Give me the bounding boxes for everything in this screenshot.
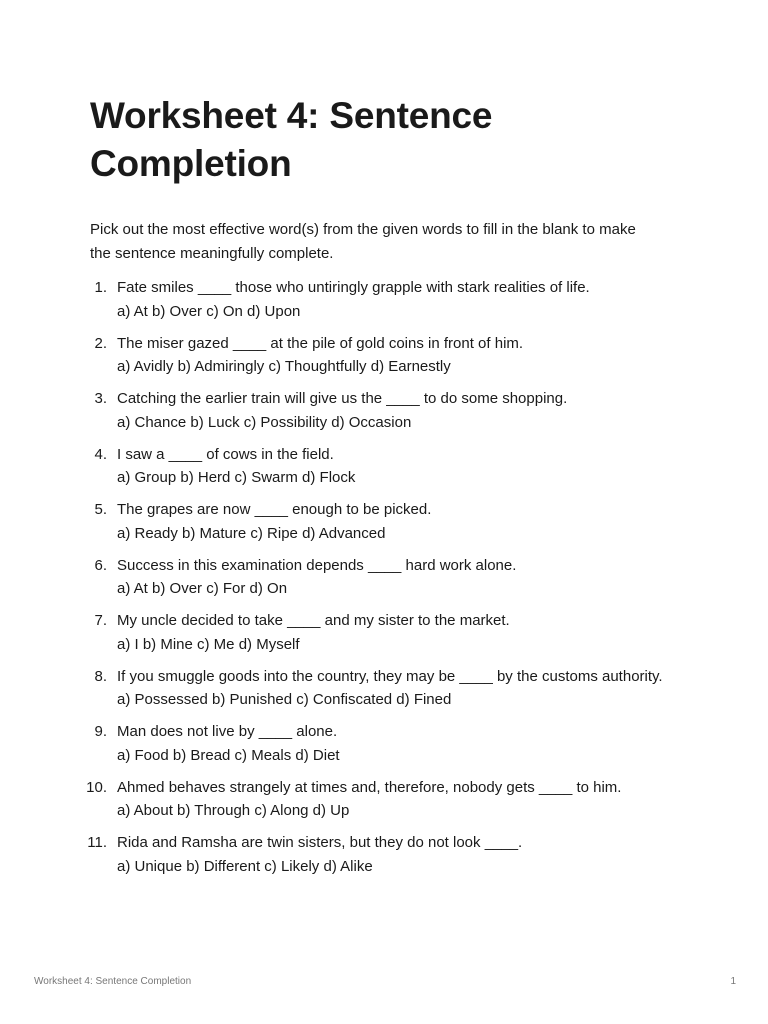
question-number: 2. bbox=[94, 334, 107, 352]
question-text: The grapes are now ____ enough to be picked. bbox=[117, 501, 432, 518]
footer-title: Worksheet 4: Sentence Completion bbox=[34, 976, 192, 987]
question-text: Rida and Ramsha are twin sisters, but they do not look ____. bbox=[117, 834, 523, 851]
question-body bbox=[117, 831, 690, 878]
question-body bbox=[117, 387, 690, 434]
question-options: a) At b) Over c) On d) Upon bbox=[117, 302, 301, 320]
question-text: Catching the earlier train will give us the ____ to do some shopping. bbox=[117, 390, 568, 407]
question-body bbox=[117, 276, 690, 323]
question-text: Success in this examination depends ____ hard work alone. bbox=[117, 556, 517, 574]
question-options: a) Unique b) Different c) Likely d) Alike bbox=[117, 857, 373, 875]
footer-page-number: 1 bbox=[730, 976, 736, 987]
question-number: 3. bbox=[94, 390, 107, 407]
question-number: 9. bbox=[94, 723, 107, 740]
question-options: a) Avidly b) Admiringly c) Thoughtfully d) Earnestly bbox=[117, 358, 451, 375]
question-number: 8. bbox=[94, 667, 107, 685]
question-options: a) About b) Through c) Along d) Up bbox=[117, 802, 350, 819]
question-body bbox=[117, 554, 690, 601]
question-body bbox=[117, 776, 690, 823]
question-options: a) Ready b) Mature c) Ripe d) Advanced bbox=[117, 524, 386, 542]
question-item bbox=[90, 665, 690, 712]
question-options: a) At b) Over c) For d) On bbox=[117, 580, 288, 597]
question-body bbox=[117, 720, 690, 767]
question-item bbox=[90, 609, 690, 656]
worksheet-page bbox=[86, 92, 690, 887]
question-text: I saw a ____ of cows in the field. bbox=[117, 445, 334, 463]
question-body bbox=[117, 443, 690, 490]
question-options: a) Possessed b) Punished c) Confiscated d) Fined bbox=[117, 691, 452, 708]
question-number: 7. bbox=[94, 612, 107, 629]
question-item bbox=[86, 776, 690, 823]
question-number: 11. bbox=[87, 834, 107, 851]
question-list bbox=[86, 276, 690, 878]
page-footer bbox=[34, 976, 736, 987]
question-body bbox=[117, 498, 690, 545]
question-text: Ahmed behaves strangely at times and, therefore, nobody gets ____ to him. bbox=[117, 778, 622, 796]
question-options: a) Food b) Bread c) Meals d) Diet bbox=[117, 746, 340, 764]
question-options: a) Chance b) Luck c) Possibility d) Occasion bbox=[117, 413, 412, 431]
question-options: a) I b) Mine c) Me d) Myself bbox=[117, 635, 300, 653]
question-text: My uncle decided to take ____ and my sister to the market. bbox=[117, 612, 510, 629]
question-number: 6. bbox=[94, 556, 107, 574]
instructions: Pick out the most effective word(s) from the given words to fill in the blank to make the sentence meaningfully complete. bbox=[90, 221, 636, 262]
question-item bbox=[90, 276, 690, 323]
question-text: If you smuggle goods into the country, they may be ____ by the customs authority. bbox=[117, 667, 663, 685]
question-number: 10. bbox=[86, 778, 107, 796]
question-body bbox=[117, 332, 690, 379]
question-item bbox=[90, 720, 690, 767]
question-text: The miser gazed ____ at the pile of gold coins in front of him. bbox=[117, 334, 524, 352]
question-item bbox=[90, 332, 690, 379]
question-body bbox=[117, 609, 690, 656]
question-options: a) Group b) Herd c) Swarm d) Flock bbox=[117, 469, 356, 486]
page-title: Worksheet 4: Sentence Completion bbox=[90, 95, 493, 184]
question-item bbox=[90, 443, 690, 490]
question-number: 5. bbox=[94, 501, 107, 518]
question-item bbox=[90, 554, 690, 601]
question-body bbox=[117, 665, 690, 712]
question-text: Man does not live by ____ alone. bbox=[117, 723, 338, 740]
question-item bbox=[90, 498, 690, 545]
question-text: Fate smiles ____ those who untiringly grapple with stark realities of life. bbox=[117, 279, 590, 296]
question-number: 1. bbox=[94, 279, 107, 296]
question-item bbox=[90, 387, 690, 434]
question-number: 4. bbox=[94, 445, 107, 463]
question-item bbox=[87, 831, 690, 878]
